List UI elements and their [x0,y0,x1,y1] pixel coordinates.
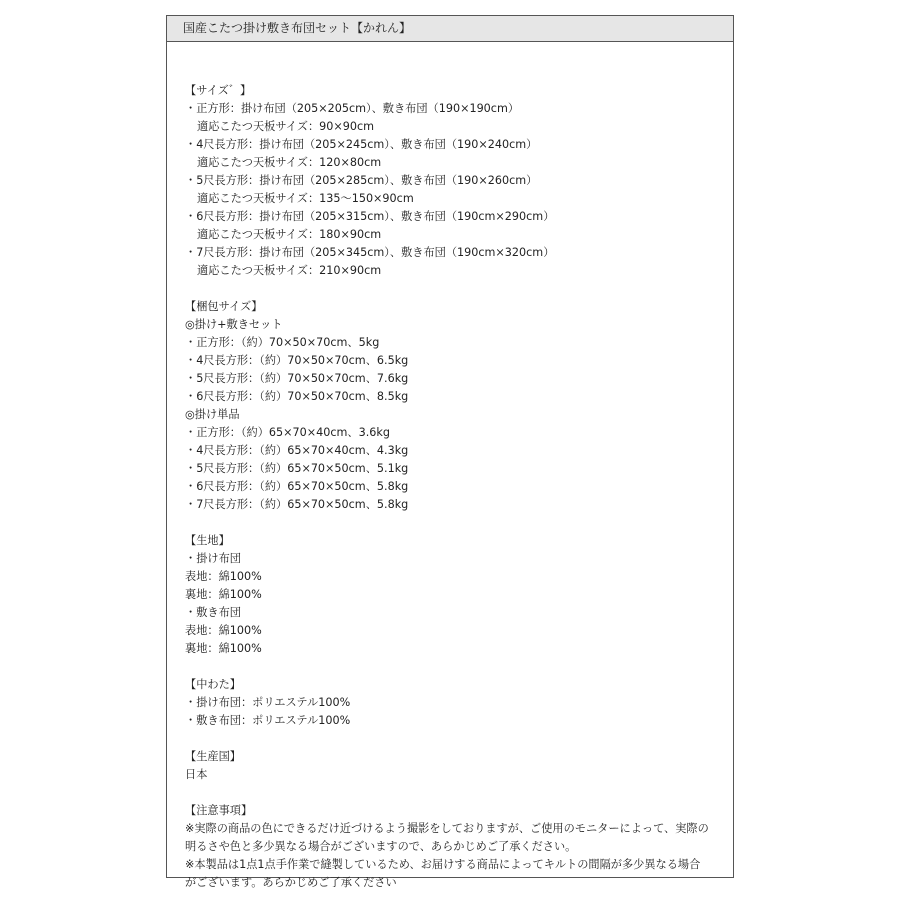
fabric-line: 裏地：綿100% [185,642,262,655]
package-line: ・4尺長方形：（約）70×50×70cm、6.5kg [185,354,409,367]
spacer [185,730,733,748]
size-line: 適応こたつ天板サイズ：210×90cm [197,264,382,277]
spacer [185,658,733,676]
size-line: ・正方形：掛け布団（205×205cm）、敷き布団（190×190cm） [185,102,520,115]
filling-heading: 【中わた】 [185,678,241,691]
package-line: ・5尺長方形：（約）65×70×50cm、5.1kg [185,462,409,475]
notes-line: 明るさや色と多少異なる場合がございますので、あらかじめご了承ください。 [185,840,577,853]
size-line: ・6尺長方形：掛け布団（205×315cm）、敷き布団（190cm×290cm） [185,210,555,223]
fabric-line: 表地：綿100% [185,570,262,583]
spacer [185,514,733,532]
size-line: ・5尺長方形：掛け布団（205×285cm）、敷き布団（190×260cm） [185,174,538,187]
package-line: ◎掛け+敷きセット [185,318,283,331]
notes-line: ※実際の商品の色にできるだけ近づけるよう撮影をしておりますが、ご使用のモニターによって、実際の [185,822,709,835]
package-line: ・7尺長方形：（約）65×70×50cm、5.8kg [185,498,409,511]
size-line: 適応こたつ天板サイズ：90×90cm [197,120,375,133]
notes-line: ※本製品は1点1点手作業で縫製しているため、お届けする商品によってキルトの間隔が多少異なる場合 [185,858,701,871]
size-line: 適応こたつ天板サイズ：120×80cm [197,156,382,169]
notes-line: がございます。あらかじめご了承ください [185,876,397,889]
size-line: ・7尺長方形：掛け布団（205×345cm）、敷き布団（190cm×320cm） [185,246,555,259]
filling-line: ・敷き布団：ポリエステル100% [185,714,351,727]
filling-line: ・掛け布団：ポリエステル100% [185,696,351,709]
fabric-line: ・敷き布団 [185,606,241,619]
fabric-line: 表地：綿100% [185,624,262,637]
fabric-line: ・掛け布団 [185,552,241,565]
product-spec-card [166,15,734,889]
package-line: ・6尺長方形：（約）65×70×50cm、5.8kg [185,480,409,493]
size-line: 適応こたつ天板サイズ：180×90cm [197,228,382,241]
package-line: ・正方形：（約）70×50×70cm、5kg [185,336,380,349]
product-title: 国産こたつ掛け敷き布団セット【かれん】 [167,16,733,42]
package-line: ・4尺長方形：（約）65×70×40cm、4.3kg [185,444,409,457]
origin-line: 日本 [185,768,208,781]
spacer [185,280,733,298]
package-line: ・5尺長方形：（約）70×50×70cm、7.6kg [185,372,409,385]
origin-heading: 【生産国】 [185,750,241,763]
package-line: ・6尺長方形：（約）70×50×70cm、8.5kg [185,390,409,403]
spacer [185,784,733,802]
size-line: 適応こたつ天板サイズ：135～150×90cm [197,192,414,205]
size-heading: 【サイズ゛】 [185,84,252,97]
fabric-line: 裏地：綿100% [185,588,262,601]
notes-heading: 【注意事項】 [185,804,253,817]
spec-content [167,42,733,892]
package-heading: 【梱包サイズ】 [185,300,263,313]
package-line: ・正方形：（約）65×70×40cm、3.6kg [185,426,390,439]
fabric-heading: 【生地】 [185,534,230,547]
size-line: ・4尺長方形：掛け布団（205×245cm）、敷き布団（190×240cm） [185,138,538,151]
package-line: ◎掛け単品 [185,408,240,421]
